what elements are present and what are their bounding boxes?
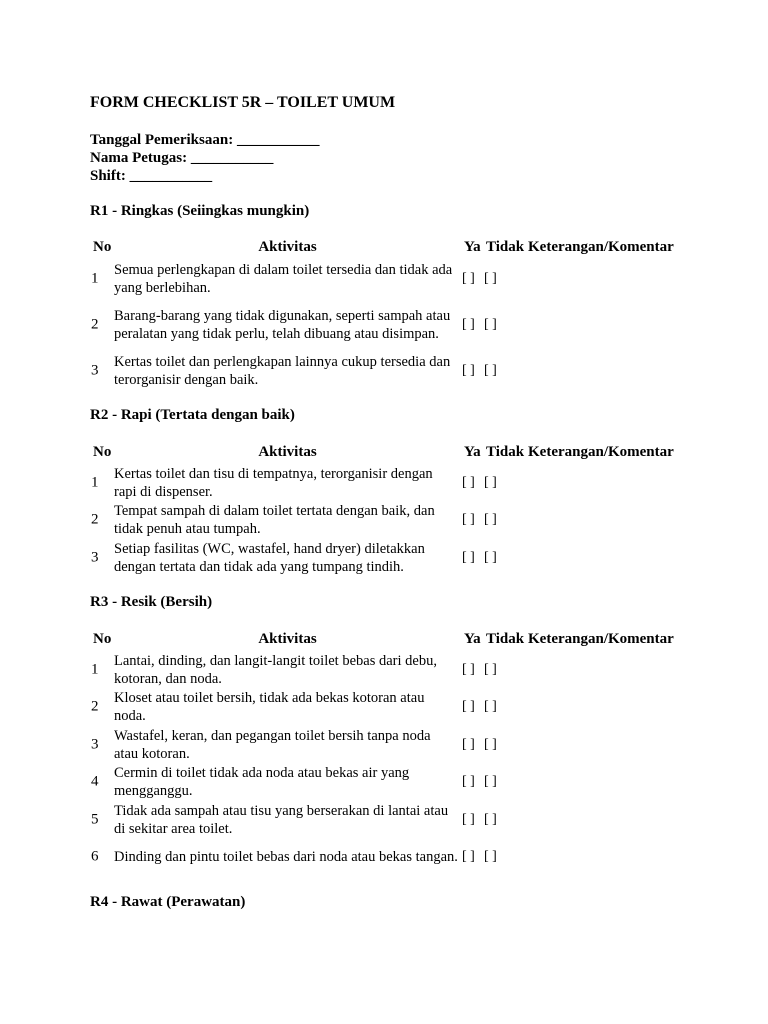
ya-checkbox[interactable]: [ ] [462,362,475,378]
tidak-checkbox[interactable]: [ ] [484,316,497,332]
field-tanggal [90,131,319,149]
table-row [0,352,768,389]
ya-checkbox[interactable]: [ ] [462,270,475,286]
table-row [0,838,768,876]
row-number: 3 [91,362,99,378]
header-ya: Ya [464,239,481,255]
row-number: 2 [91,316,99,332]
row-number: 1 [91,661,99,677]
form-info [90,131,319,185]
field-label: Nama Petugas: [90,150,188,166]
header-aktivitas: Aktivitas [258,444,317,460]
tidak-checkbox[interactable]: [ ] [484,849,497,864]
table-row [0,501,768,539]
field-blank[interactable]: ___________ [129,168,213,184]
header-aktivitas: Aktivitas [258,239,317,255]
table-row [0,539,768,576]
row-number: 3 [91,549,99,565]
tidak-checkbox[interactable]: [ ] [484,774,497,789]
tidak-checkbox[interactable]: [ ] [484,736,497,752]
ya-checkbox[interactable]: [ ] [462,549,475,565]
header-tidak: Tidak [486,631,525,647]
tidak-checkbox[interactable]: [ ] [484,512,497,527]
row-activity-text: Cermin di toilet tidak ada noda atau bekas air yang mengganggu. [114,765,410,799]
ya-checkbox[interactable]: [ ] [462,316,475,332]
ya-checkbox[interactable]: [ ] [462,661,475,677]
table-row [0,801,768,838]
tidak-checkbox[interactable]: [ ] [484,811,497,827]
table-row [0,260,768,297]
tidak-checkbox[interactable]: [ ] [484,661,497,677]
field-blank[interactable]: ___________ [190,150,274,166]
header-keterangan: Keterangan/Komentar [528,239,674,255]
header-no: No [93,631,112,647]
row-number: 4 [91,773,99,790]
tidak-checkbox[interactable]: [ ] [484,270,497,286]
ya-checkbox[interactable]: [ ] [462,811,475,827]
table-row [0,726,768,763]
row-activity-text: Kertas toilet dan perlengkapan lainnya cukup tersedia dan terorganisir dengan baik. [114,353,451,388]
row-number: 2 [91,511,99,528]
tidak-checkbox[interactable]: [ ] [484,474,497,490]
row-activity-text: Semua perlengkapan di dalam toilet tersedia dan tidak ada yang berlebihan. [114,261,453,296]
row-activity-text: Lantai, dinding, dan langit-langit toilet bebas dari debu, kotoran, dan noda. [114,652,437,687]
ya-checkbox[interactable]: [ ] [462,849,475,864]
row-activity-text: Kloset atau toilet bersih, tidak ada bekas kotoran atau noda. [114,690,425,724]
header-keterangan: Keterangan/Komentar [528,631,674,647]
table-row [0,763,768,801]
row-number: 1 [91,474,99,490]
table-row [0,464,768,501]
field-nama-petugas [90,149,319,167]
header-aktivitas: Aktivitas [258,631,317,647]
header-ya: Ya [464,444,481,460]
row-activity-text: Barang-barang yang tidak digunakan, seperti sampah atau peralatan yang tidak perlu, telah dibuang atau disimpan. [114,307,451,342]
section-heading: R4 - Rawat (Perawatan) [90,894,246,910]
ya-checkbox[interactable]: [ ] [462,736,475,752]
row-activity-text: Tidak ada sampah atau tisu yang berserakan di lantai atau di sekitar area toilet. [114,802,449,837]
tidak-checkbox[interactable]: [ ] [484,362,497,378]
header-tidak: Tidak [486,444,525,460]
section-heading: R3 - Resik (Bersih) [90,594,213,610]
header-ya: Ya [464,631,481,647]
tidak-checkbox[interactable]: [ ] [484,549,497,565]
header-no: No [93,239,112,255]
field-label: Shift: [90,168,126,184]
row-activity-text: Setiap fasilitas (WC, wastafel, hand dryer) diletakkan dengan tertata dan tidak ada yang tumpang tindih. [114,540,425,575]
row-number: 5 [91,811,99,827]
row-activity-text: Wastafel, keran, dan pegangan toilet bersih tanpa noda atau kotoran. [114,727,431,762]
row-number: 6 [91,848,99,865]
header-tidak: Tidak [486,239,525,255]
ya-checkbox[interactable]: [ ] [462,474,475,490]
section-heading: R1 - Ringkas (Seiingkas mungkin) [90,203,310,219]
row-number: 2 [91,698,99,715]
ya-checkbox[interactable]: [ ] [462,699,475,714]
field-label: Tanggal Pemeriksaan: [90,132,234,148]
tidak-checkbox[interactable]: [ ] [484,699,497,714]
ya-checkbox[interactable]: [ ] [462,512,475,527]
row-activity-text: Tempat sampah di dalam toilet tertata dengan baik, dan tidak penuh atau tumpah. [114,503,435,537]
header-no: No [93,444,112,460]
field-blank[interactable]: ___________ [236,132,320,148]
row-activity-text: Dinding dan pintu toilet bebas dari noda atau bekas tangan. [114,849,458,865]
header-keterangan: Keterangan/Komentar [528,444,674,460]
section-heading: R2 - Rapi (Tertata dengan baik) [90,407,295,423]
form-title: FORM CHECKLIST 5R – TOILET UMUM [90,94,396,111]
row-activity-text: Kertas toilet dan tisu di tempatnya, terorganisir dengan rapi di dispenser. [114,465,433,500]
ya-checkbox[interactable]: [ ] [462,774,475,789]
row-number: 3 [91,736,99,752]
table-row [0,688,768,726]
field-shift [90,167,319,185]
table-row [0,651,768,688]
row-number: 1 [91,270,99,286]
table-row [0,297,768,352]
